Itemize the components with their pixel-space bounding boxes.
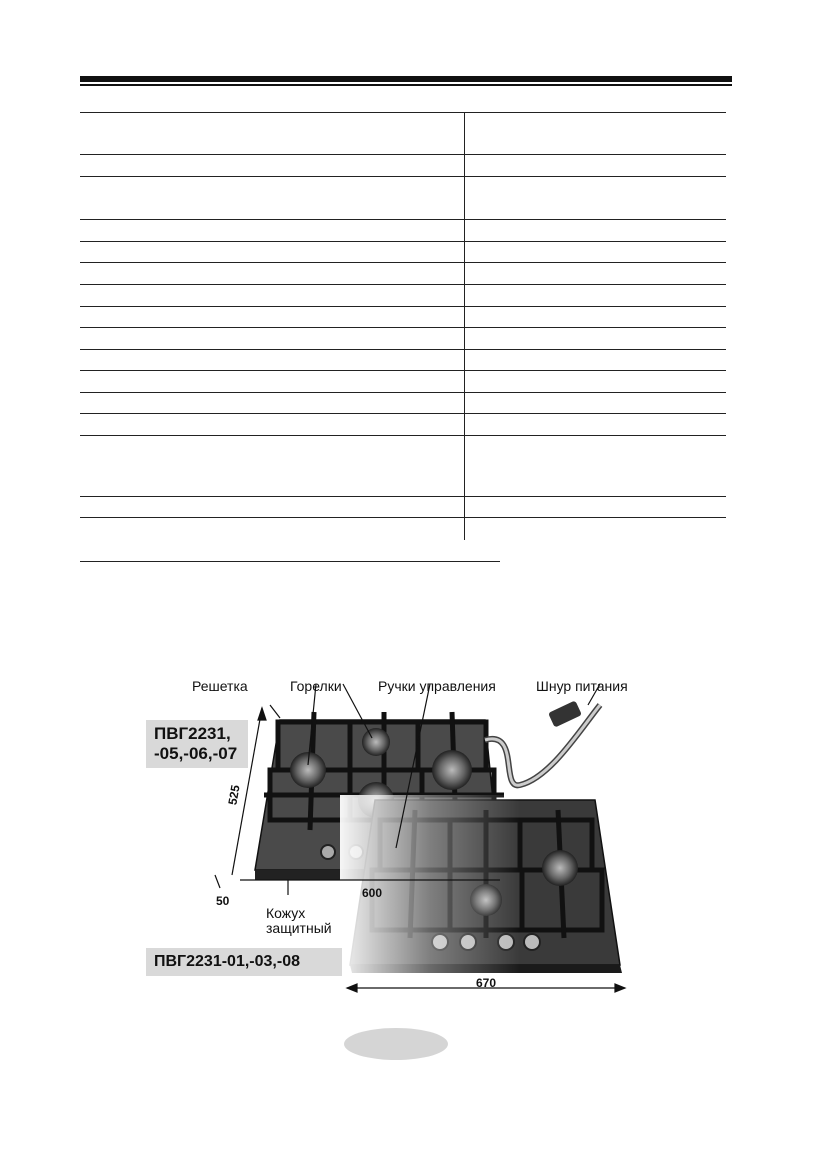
- table-row: [80, 370, 726, 371]
- page-number-badge: [344, 1028, 448, 1060]
- dimension-width-upper: 600: [362, 886, 383, 900]
- header-bar-thin: [80, 84, 732, 86]
- label-shield: Кожух защитный: [266, 905, 332, 936]
- dimension-height: 50: [216, 894, 230, 908]
- model-upper: ПВГ2231, -05,-06,-07: [146, 720, 248, 768]
- model-lower: ПВГ2231-01,-03,-08: [146, 948, 342, 976]
- table-row: [80, 154, 726, 155]
- table-row: [80, 435, 726, 436]
- table-row: [80, 306, 726, 307]
- table-row: [80, 176, 726, 177]
- footnote-divider: [80, 561, 500, 562]
- spec-table: [80, 112, 726, 540]
- table-row: [80, 349, 726, 350]
- table-row: [80, 284, 726, 285]
- hob-figure: [140, 670, 660, 1010]
- table-row: [80, 496, 726, 497]
- table-row: [80, 241, 726, 242]
- table-row: [80, 413, 726, 414]
- header-bar: [80, 76, 732, 82]
- table-row: [80, 517, 726, 518]
- dimension-width-lower: 670: [476, 976, 497, 990]
- table-row: [80, 112, 726, 113]
- table-row: [80, 392, 726, 393]
- table-row: [80, 262, 726, 263]
- label-knobs: Ручки управления: [378, 678, 496, 694]
- label-burners: Горелки: [290, 678, 342, 694]
- table-row: [80, 219, 726, 220]
- label-cord: Шнур питания: [536, 678, 628, 694]
- table-row: [80, 327, 726, 328]
- lower-hob: [340, 795, 622, 990]
- dimension-depth: 525: [225, 783, 243, 807]
- label-grate: Решетка: [192, 678, 248, 694]
